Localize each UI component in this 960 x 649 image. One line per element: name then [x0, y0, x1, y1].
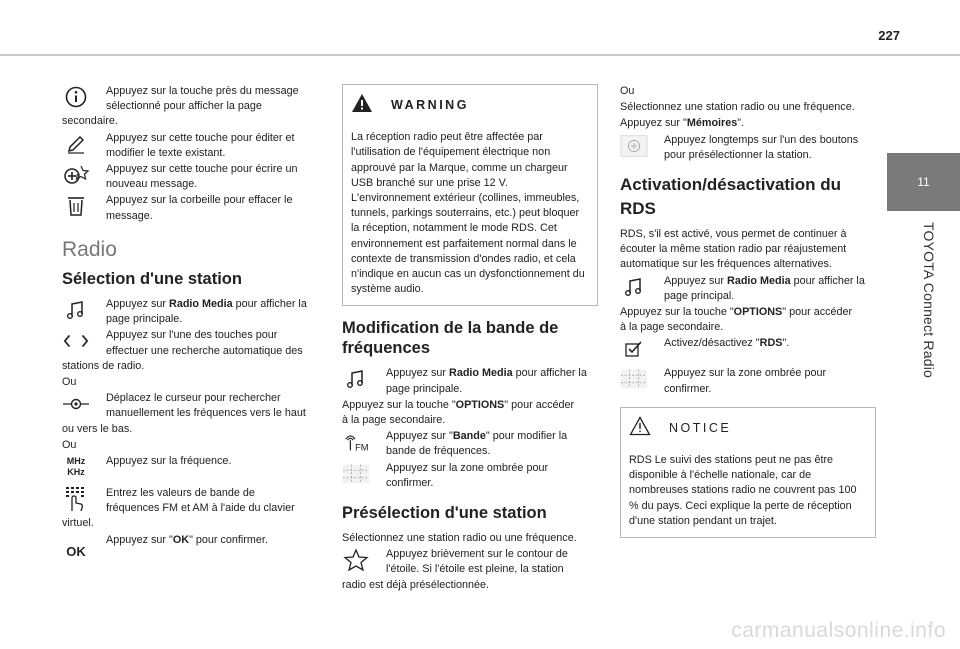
- cursor-line-3: ou vers le bas.: [62, 422, 133, 435]
- keypad-instruction: [62, 486, 318, 532]
- media3-pre: Appuyez sur: [664, 274, 728, 287]
- warning-label: WARNING: [391, 98, 469, 112]
- new-message-icon: [62, 162, 90, 188]
- column-middle: [342, 84, 598, 594]
- mhz-label: MHz: [66, 456, 86, 467]
- or-text-3: Ou: [620, 85, 635, 97]
- cursor-line-1: Déplacez le curseur pour rechercher: [106, 392, 281, 405]
- music-note-icon: [620, 274, 648, 300]
- frequency-instruction: [62, 454, 318, 484]
- pencil-icon: [62, 131, 90, 157]
- star-line-1: Appuyez brièvement sur le contour de: [386, 548, 568, 561]
- info-line-2: sélectionné pour afficher la page: [106, 100, 262, 113]
- confirm2-line-1: Appuyez sur la zone ombrée pour: [664, 367, 827, 380]
- media2-line-2: page principale.: [386, 382, 463, 395]
- info-icon: [62, 84, 90, 110]
- arrows-line-1: Appuyez sur l'une des touches pour: [106, 329, 278, 342]
- or-text-1: Ou: [62, 376, 77, 389]
- band-change-title: Modification de la bande de fréquences: [342, 319, 559, 358]
- notice-box: [620, 407, 876, 538]
- star-line-3: radio est déjà présélectionnée.: [342, 578, 490, 591]
- rds-pre: Activez/désactivez ": [664, 337, 760, 350]
- ok-instruction: [62, 533, 318, 560]
- options2-line-2: à la page secondaire.: [620, 321, 724, 334]
- trash-line-1: Appuyez sur la corbeille pour effacer le: [106, 194, 293, 207]
- rds-toggle-instruction: [620, 336, 876, 360]
- rds-title-line-1: Activation/désactivation du: [620, 175, 842, 195]
- edit-line-2: modifier le texte existant.: [106, 146, 226, 159]
- star-icon: [342, 547, 370, 573]
- confirm2-line-2: confirmer.: [664, 382, 712, 395]
- cursor-line-2: manuellement les fréquences vers le haut: [106, 407, 306, 420]
- auto-search-instruction: [62, 328, 318, 374]
- media-line-2: page principale.: [106, 313, 183, 326]
- music-note-icon: [342, 366, 370, 392]
- media2-pre: Appuyez sur: [386, 367, 450, 380]
- rds-title: [620, 175, 876, 219]
- keypad-line-3: virtuel.: [62, 517, 94, 530]
- notice-text: RDS Le suivi des stations peut ne pas être disponible à l'échelle nationale, car de nombreuses stations radio ne couvrent pas 100 % du pays. Ceci explique la perte de réception d'une station pendant un trajet.: [629, 454, 857, 527]
- long-line-1: Appuyez longtemps sur l'un des boutons: [664, 133, 859, 146]
- rds-bold: RDS: [759, 337, 783, 350]
- media-bold: Radio Media: [169, 298, 233, 311]
- ok-icon: OK: [66, 544, 86, 560]
- options-paragraph-2: [620, 305, 876, 335]
- band-line-2: bande de fréquences.: [386, 445, 491, 458]
- options-bold: OPTIONS: [455, 398, 505, 411]
- checkbox-icon: [620, 336, 648, 362]
- options-paragraph: [342, 398, 598, 428]
- radio-media-instruction-2: [342, 366, 598, 396]
- confirm-line-2: confirmer.: [386, 476, 434, 489]
- keypad-line-1: Entrez les valeurs de bande de: [106, 487, 255, 500]
- band-pre: Appuyez sur ": [386, 430, 453, 443]
- ok-post: " pour confirmer.: [189, 533, 268, 546]
- khz-label: KHz: [67, 467, 85, 478]
- radio-media-instruction: [62, 297, 318, 327]
- chevron-left-right-icon: [62, 328, 90, 354]
- band-instruction: [342, 429, 598, 459]
- preset-paragraph: Sélectionnez une station radio ou une fréquence.: [342, 532, 577, 545]
- info-line-3: secondaire.: [62, 115, 118, 128]
- memoires-paragraph: [620, 116, 876, 131]
- ok-bold: OK: [172, 533, 190, 546]
- top-divider: [0, 54, 960, 56]
- options2-pre: Appuyez sur la touche ": [620, 306, 734, 319]
- options-line-2: à la page secondaire.: [342, 414, 446, 427]
- star-instruction: [342, 547, 598, 593]
- shaded-zone-icon: [620, 366, 648, 392]
- fm-label: FM: [355, 442, 369, 453]
- media-post: pour afficher la: [232, 298, 307, 311]
- freq-line-1: Appuyez sur la fréquence.: [106, 455, 232, 468]
- rds-post: ".: [782, 337, 790, 350]
- preset-title: Présélection d'une station: [342, 504, 547, 523]
- edit-line-1: Appuyez sur cette touche pour éditer et: [106, 131, 295, 144]
- long-line-2: pour présélectionner la station.: [664, 148, 812, 161]
- media3-line-2: page principal.: [664, 289, 735, 302]
- slider-cursor-icon: [62, 391, 90, 417]
- fm-radio-icon: [342, 429, 370, 455]
- rds-paragraph: RDS, s'il est activé, vous permet de continuer à écouter la même station radio par réajustement automatique sur les fréquences alternatives.: [620, 228, 847, 271]
- keypad-line-2: fréquences FM et AM à l'aide du clavier: [106, 502, 295, 515]
- options2-bold: OPTIONS: [733, 306, 783, 319]
- band-post: " pour modifier la: [485, 430, 568, 443]
- media2-bold: Radio Media: [449, 367, 513, 380]
- station-selection-title: Sélection d'une station: [62, 270, 242, 289]
- ok-pre: Appuyez sur ": [106, 533, 173, 546]
- warning-box: [342, 84, 598, 306]
- radio-heading: Radio: [62, 237, 117, 261]
- edit-instruction: [62, 131, 318, 161]
- select-paragraph: Sélectionnez une station radio ou une fréquence.: [620, 101, 855, 114]
- long-press-instruction: [620, 133, 876, 163]
- watermark: carmanualsonline.info: [731, 619, 946, 642]
- memoires-pre: Appuyez sur ": [620, 117, 687, 130]
- confirm-instruction: [342, 461, 598, 491]
- info-instruction: [62, 84, 318, 130]
- or-text-2: Ou: [62, 438, 77, 451]
- options-post: " pour accéder: [504, 398, 575, 411]
- memoires-bold: Mémoires: [686, 117, 738, 130]
- page-number: 227: [878, 28, 900, 43]
- arrows-line-3: stations de radio.: [62, 359, 145, 372]
- add-preset-icon: [620, 133, 648, 159]
- column-right: [620, 84, 876, 538]
- trash-line-2: message.: [106, 209, 153, 222]
- column-left: [62, 84, 318, 558]
- media3-bold: Radio Media: [727, 274, 791, 287]
- radio-media-instruction-3: [620, 274, 876, 304]
- notice-icon: [629, 416, 651, 441]
- notice-label: NOTICE: [669, 420, 732, 435]
- mhz-khz-icon: [62, 454, 90, 480]
- trash-icon: [62, 193, 90, 219]
- confirm-instruction-2: [620, 366, 876, 396]
- new-line-1: Appuyez sur cette touche pour écrire un: [106, 163, 298, 176]
- warning-icon: [351, 93, 373, 118]
- info-line-1: Appuyez sur la touche près du message: [106, 85, 299, 97]
- trash-instruction: [62, 193, 318, 223]
- warning-text: La réception radio peut être affectée par l'utilisation de l'équipement électrique non approuvé par la Marque, comme un chargeur USB branché sur une prise 12 V. L'environnement extérieur (collines, immeubles, tunnels, parkings souterrains, etc.) peut bloquer la réception, notamment le mode RDS. Cet environnement est parfaitement normal dans le contexte de transmission d'ondes radio, et cela n'indique en aucun cas un dysfonctionnement du système audio.: [351, 131, 585, 296]
- band-bold: Bande: [452, 430, 486, 443]
- new-line-2: nouveau message.: [106, 178, 198, 191]
- rds-title-line-2: RDS: [620, 199, 656, 219]
- chapter-tab[interactable]: 11: [887, 153, 960, 211]
- media-pre: Appuyez sur: [106, 298, 170, 311]
- options2-post: " pour accéder: [782, 306, 853, 319]
- arrows-line-2: effectuer une recherche automatique des: [106, 344, 303, 357]
- music-note-icon: [62, 297, 90, 323]
- media3-post: pour afficher la: [790, 274, 865, 287]
- cursor-instruction: [62, 391, 318, 437]
- chapter-title: TOYOTA Connect Radio: [921, 222, 937, 378]
- star-line-2: l'étoile. Si l'étoile est pleine, la station: [386, 563, 564, 576]
- confirm-line-1: Appuyez sur la zone ombrée pour: [386, 461, 549, 474]
- keypad-icon: [62, 486, 90, 512]
- memoires-post: ".: [737, 117, 745, 130]
- shaded-zone-icon: [342, 461, 370, 487]
- media2-post: pour afficher la: [512, 367, 587, 380]
- options-pre: Appuyez sur la touche ": [342, 398, 456, 411]
- new-message-instruction: [62, 162, 318, 192]
